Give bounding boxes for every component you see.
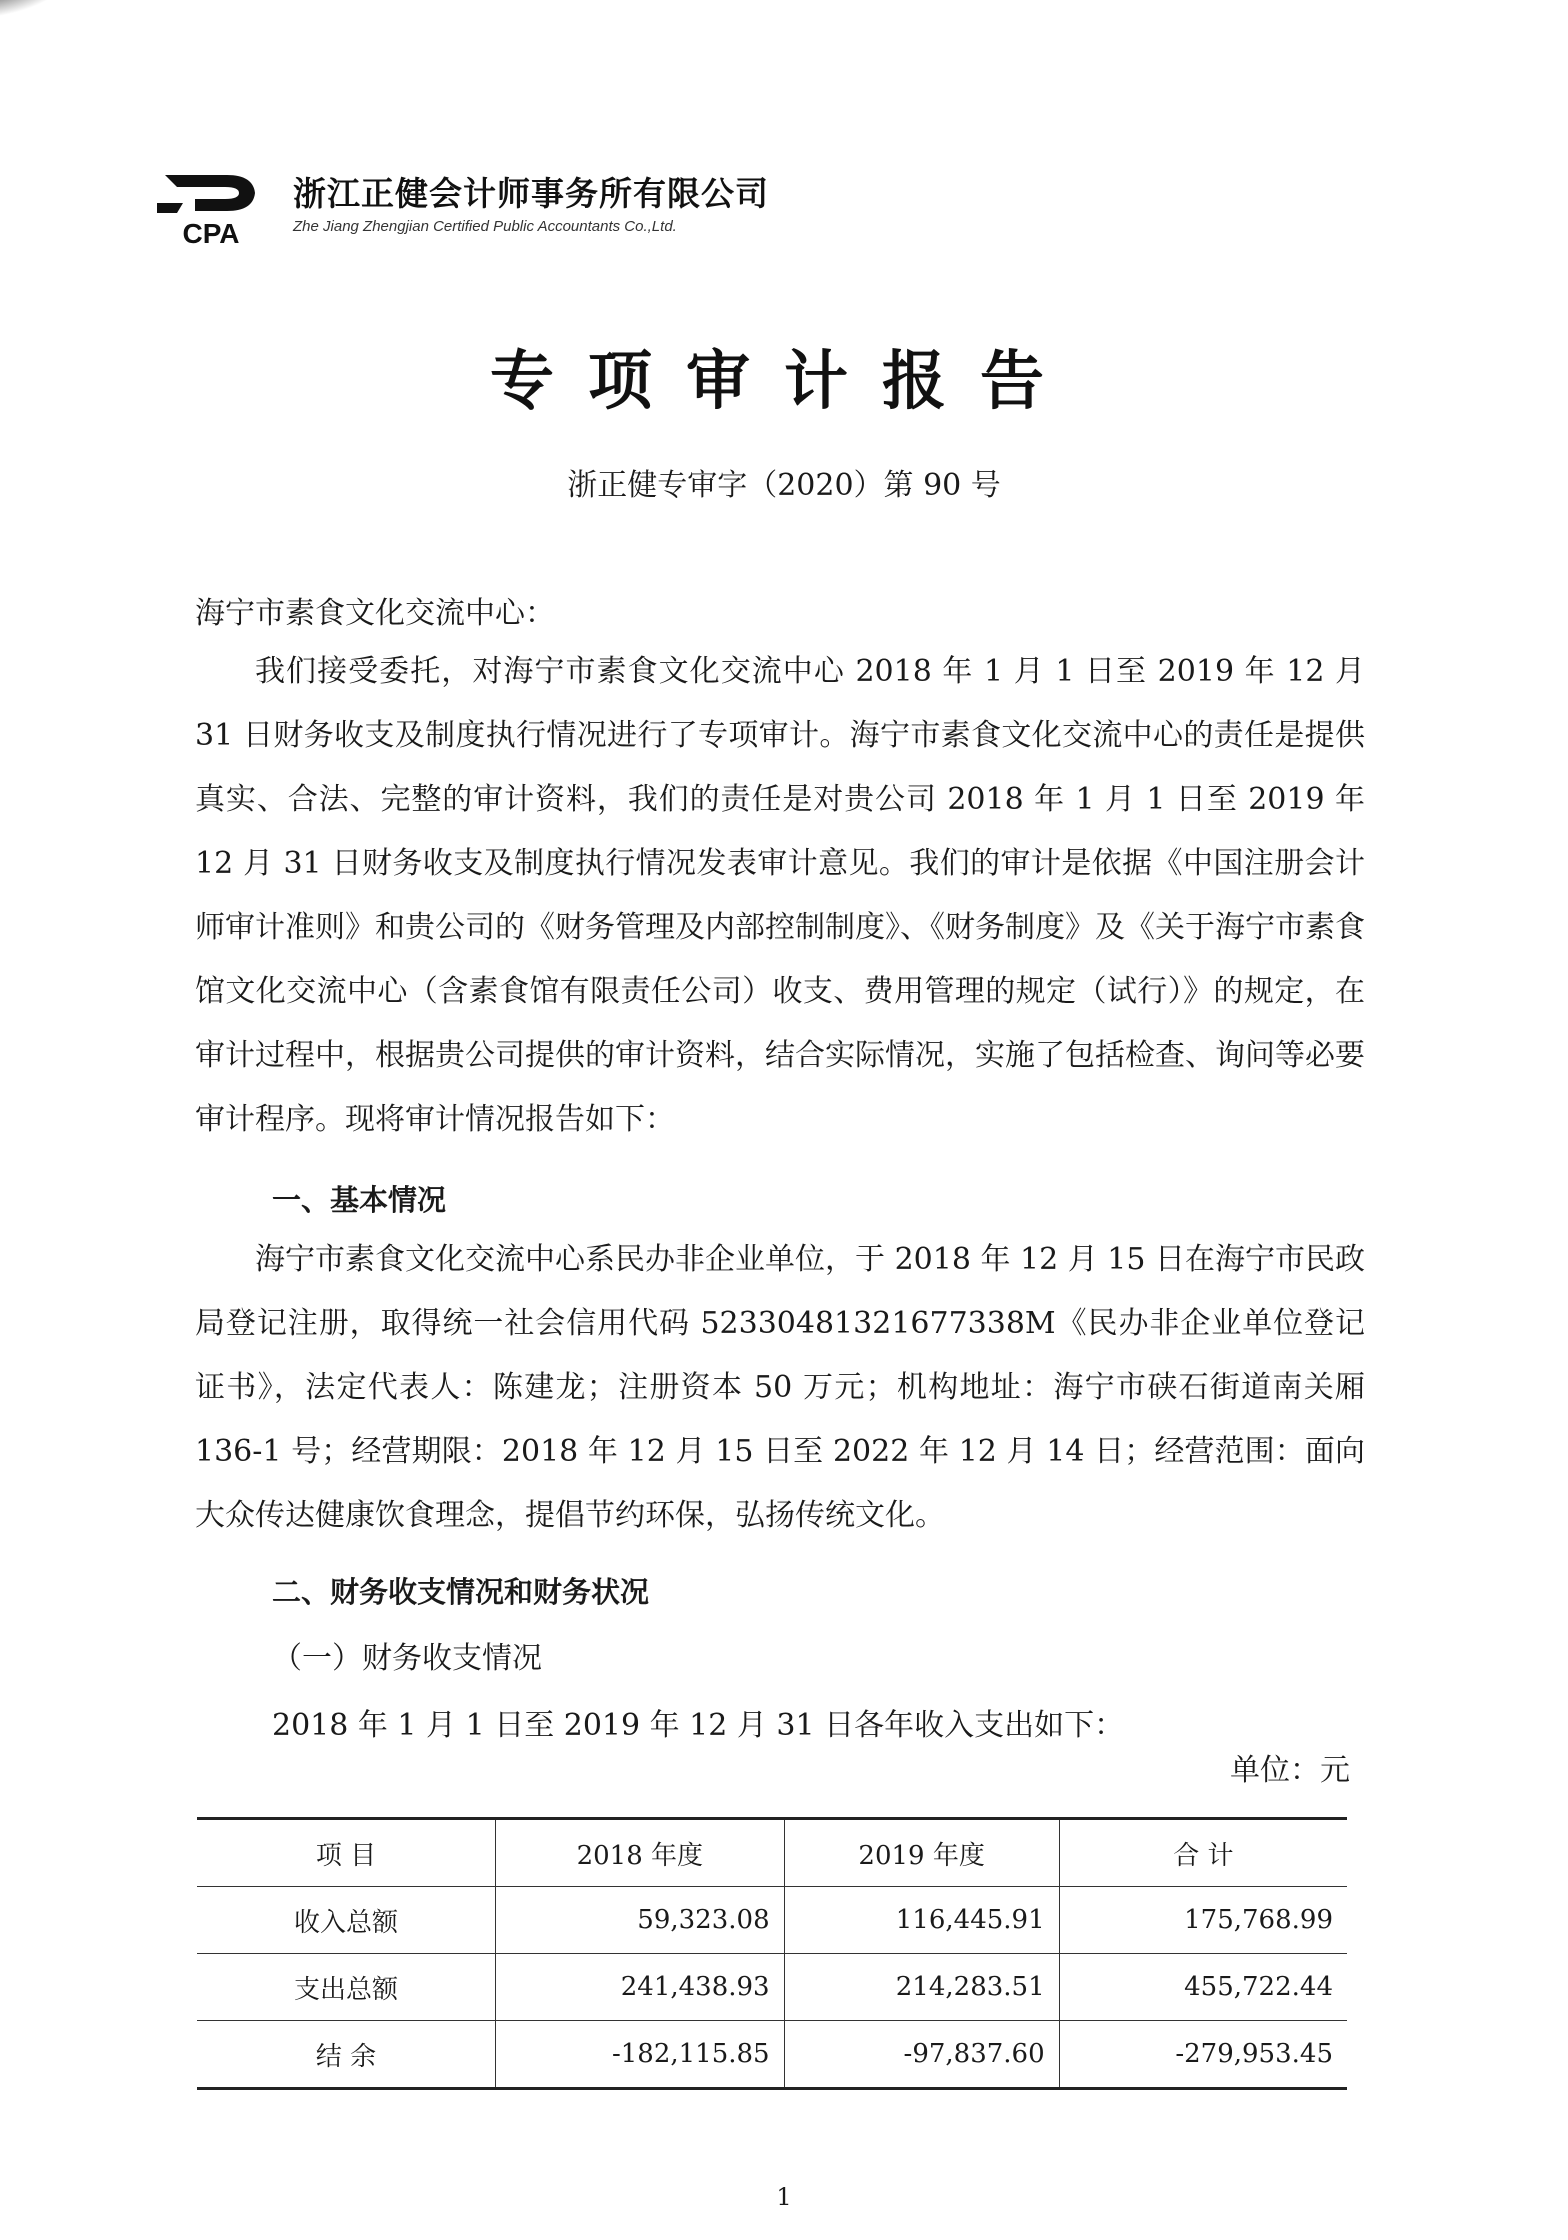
- section-heading-finance: 二、财务收支情况和财务状况: [272, 1575, 650, 1609]
- table-header-cell: 2018 年度: [496, 1819, 785, 1887]
- table-row: [197, 1954, 1347, 2021]
- row-label: 结 余: [315, 2041, 377, 2072]
- subsection-heading-income-expense: （一）财务收支情况: [272, 1641, 542, 1676]
- unit-label: 单位：元: [1230, 1753, 1350, 1788]
- document-number: 浙正健专审字（2020）第 90 号: [567, 468, 1001, 503]
- table-header-row: [197, 1819, 1347, 1887]
- firm-name-cn: 浙江正健会计师事务所有限公司: [293, 174, 769, 213]
- row-label: 支出总额: [293, 1974, 398, 2005]
- addressee: 海宁市素食文化交流中心：: [195, 596, 555, 631]
- intro-paragraph: 我们接受委托，对海宁市素食文化交流中心 2018 年 1 月 1 日至 2019 年 12 月 31 日财务收支及制度执行情况进行了专项审计。海宁市素食文化交流中心的责任是提供真实、合法、完整的审计资料，我们的责任是对贵公司 2018 年 1 月 1 日至 2019 年 12 月 31 日财务收支及制度执行情况发表审计意见。我们的审计是依据《中国注册会计师审计准则》和贵公司的《财务管理及内部控制制度》、《财务制度》及《关于海宁市素食馆文化交流中心（含素食馆有限责任公司）收支、费用管理的规定（试行）》的规定，在审计过程中，根据贵公司提供的审计资料，结合实际情况，实施了包括检查、询问等必要审计程序。现将审计情况报告如下：: [195, 654, 1365, 1137]
- table-cell: 455,722.44: [1059, 1954, 1347, 2021]
- report-title: 专项审计报告: [490, 345, 1078, 419]
- table-cell: -279,953.45: [1059, 2021, 1347, 2089]
- scan-shadow: [0, 0, 80, 20]
- table-cell: 59,323.08: [496, 1887, 785, 1954]
- table-cell: 175,768.99: [1059, 1887, 1347, 1954]
- table-cell: 116,445.91: [784, 1887, 1059, 1954]
- table-header-cell: 合 计: [1059, 1819, 1347, 1887]
- table-cell: -97,837.60: [784, 2021, 1059, 2089]
- table-intro-line: 2018 年 1 月 1 日至 2019 年 12 月 31 日各年收入支出如下：: [272, 1708, 1125, 1743]
- row-label: 收入总额: [293, 1907, 398, 1938]
- table-row: [197, 1887, 1347, 1954]
- cpa-logo: [155, 163, 267, 248]
- firm-name-en: Zhe Jiang Zhengjian Certified Public Accountants Co.,Ltd.: [293, 218, 677, 235]
- logo-text: CPA: [182, 218, 240, 248]
- section-heading-basic-info: 一、基本情况: [272, 1183, 447, 1217]
- table-header-cell: 项 目: [315, 1840, 377, 1871]
- page-number: 1: [776, 2183, 792, 2211]
- table-cell: 241,438.93: [496, 1954, 785, 2021]
- table-header-cell: 2019 年度: [784, 1819, 1059, 1887]
- table-cell: -182,115.85: [496, 2021, 785, 2089]
- table-cell: 214,283.51: [784, 1954, 1059, 2021]
- income-expense-table: [197, 1817, 1347, 2090]
- table-row: [197, 2021, 1347, 2089]
- basic-info-paragraph: 海宁市素食文化交流中心系民办非企业单位，于 2018 年 12 月 15 日在海宁市民政局登记注册，取得统一社会信用代码 52330481321677338M《民办非企业单位登记证书》，法定代表人：陈建龙；注册资本 50 万元；机构地址：海宁市硖石街道南关厢 136-1 号；经营期限：2018 年 12 月 15 日至 2022 年 12 月 14 日；经营范围：面向大众传达健康饮食理念，提倡节约环保，弘扬传统文化。: [195, 1242, 1365, 1533]
